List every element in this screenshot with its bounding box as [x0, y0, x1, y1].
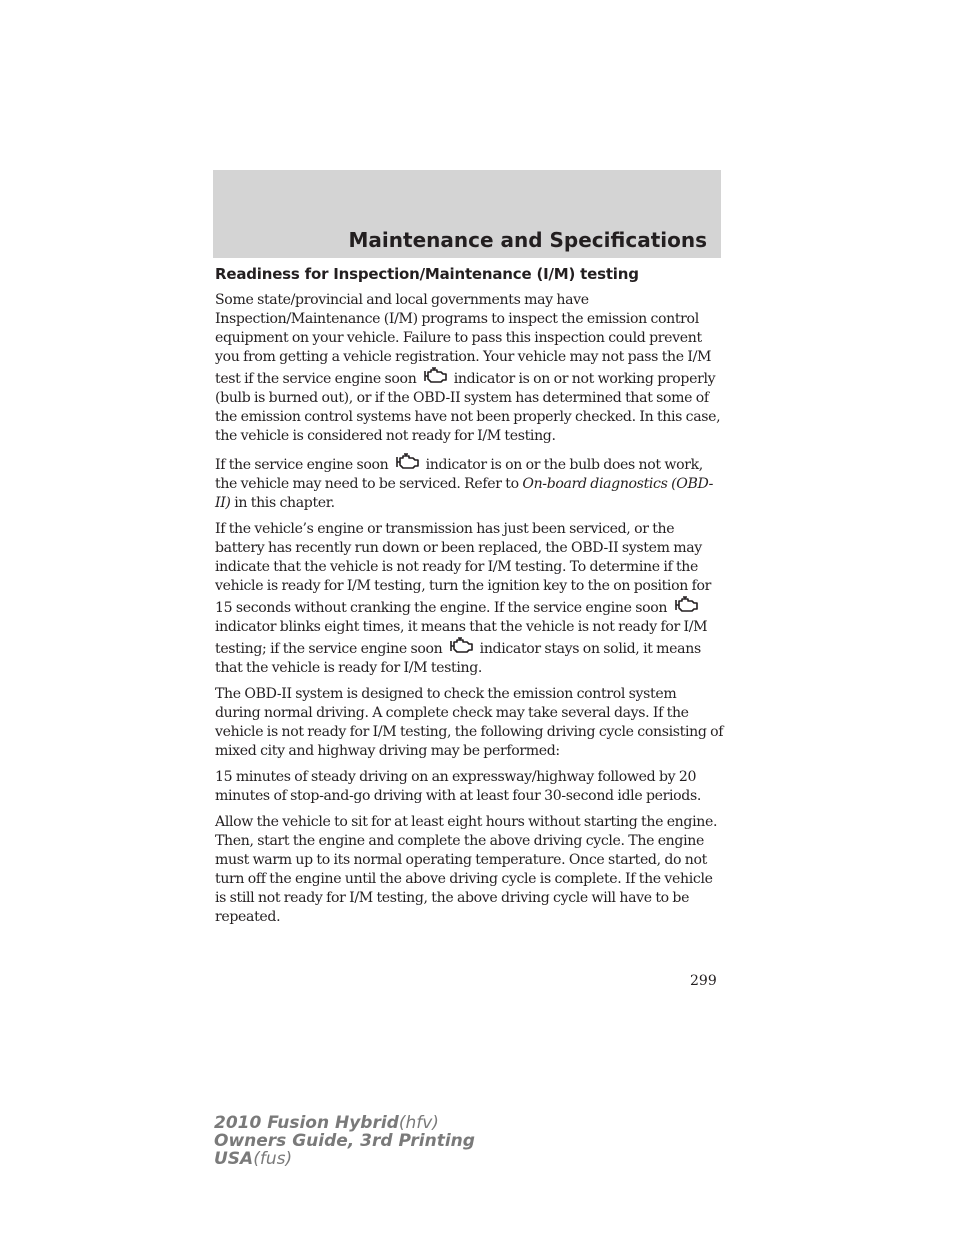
section-title: Maintenance and Specifications — [348, 228, 707, 252]
paragraph-obd-system: The OBD-II system is designed to check the emission control system during normal driving. A complete check may take several days. If the vehicle is not ready for I/M testing, the following driving cycle consisting of mixed city and highway driving may be performed: — [215, 686, 724, 759]
engine-icon — [392, 453, 422, 471]
page-content — [215, 264, 725, 934]
paragraph-service-engine-on — [215, 453, 725, 513]
footer-line-3 — [214, 1150, 475, 1168]
paragraph-text: indicator stays on solid, it means that the vehicle is ready for I/M testing. — [215, 641, 701, 676]
paragraph-im-programs — [215, 291, 725, 446]
footer-line-1 — [214, 1114, 475, 1132]
footer-model: 2010 Fusion Hybrid — [214, 1113, 399, 1133]
engine-icon — [671, 596, 701, 614]
paragraph-text: indicator is on or the bulb does not work, the vehicle may need to be serviced. Refer to — [215, 457, 703, 492]
paragraph-repeat-cycle: Allow the vehicle to sit for at least eight hours without starting the engine. Then, start the engine and complete the above driving cycle. The engine must warm up to its normal operating temperature. Once started, do not turn off the engine until the above driving cycle is complete. If the vehicle is still not ready for I/M testing, the above driving cycle will have to be repeated. — [215, 814, 718, 925]
page-number: 299 — [690, 973, 717, 989]
paragraph-text: in this chapter. — [234, 495, 335, 511]
paragraph-text: If the vehicle’s engine or transmission has just been serviced, or the battery has recently run down or been replaced, the OBD-II system may indicate that the vehicle is not ready for I/M testing. To determine if the vehicle is ready for I/M testing, turn the ignition key to the on position for 15 seconds without cranking the engine. If the service engine soon — [215, 521, 711, 616]
footer-line-2 — [214, 1132, 475, 1150]
engine-icon — [446, 637, 476, 655]
footer-model-code: (hfv) — [398, 1113, 439, 1133]
paragraph-text: indicator blinks eight times, it means that the vehicle is not ready for I/M testing; if the service engine soon — [215, 619, 708, 657]
paragraph-text: Some state/provincial and local governments may have Inspection/Maintenance (I/M) programs to inspect the emission control equipment on your vehicle. Failure to pass this inspection could prevent you from getting a vehicle registration. Your vehicle may not pass the I/M test if the service engine soon — [215, 292, 712, 387]
section-heading: Readiness for Inspection/Maintenance (I/M) testing — [215, 265, 639, 283]
paragraph-readiness-check — [215, 520, 725, 678]
footer-guide: Owners Guide, 3rd Printing — [214, 1131, 475, 1151]
paragraph-text: indicator is on or not working properly (bulb is burned out), or if the OBD-II system has determined that some of the emission control systems have not been properly checked. In this case, the vehicle is considered not ready for I/M testing. — [215, 371, 721, 444]
footer-market: USA — [214, 1149, 254, 1169]
paragraph-text: If the service engine soon — [215, 457, 389, 473]
footer-market-code: (fus) — [253, 1149, 293, 1169]
footer-imprint — [214, 1114, 475, 1168]
paragraph-driving-cycle: 15 minutes of steady driving on an expressway/highway followed by 20 minutes of stop-and-go driving with at least four 30-second idle periods. — [215, 769, 701, 804]
section-header-band — [213, 170, 721, 258]
engine-icon — [420, 367, 450, 385]
obd-reference: On-board diagnostics (OBD-II) — [215, 476, 714, 511]
